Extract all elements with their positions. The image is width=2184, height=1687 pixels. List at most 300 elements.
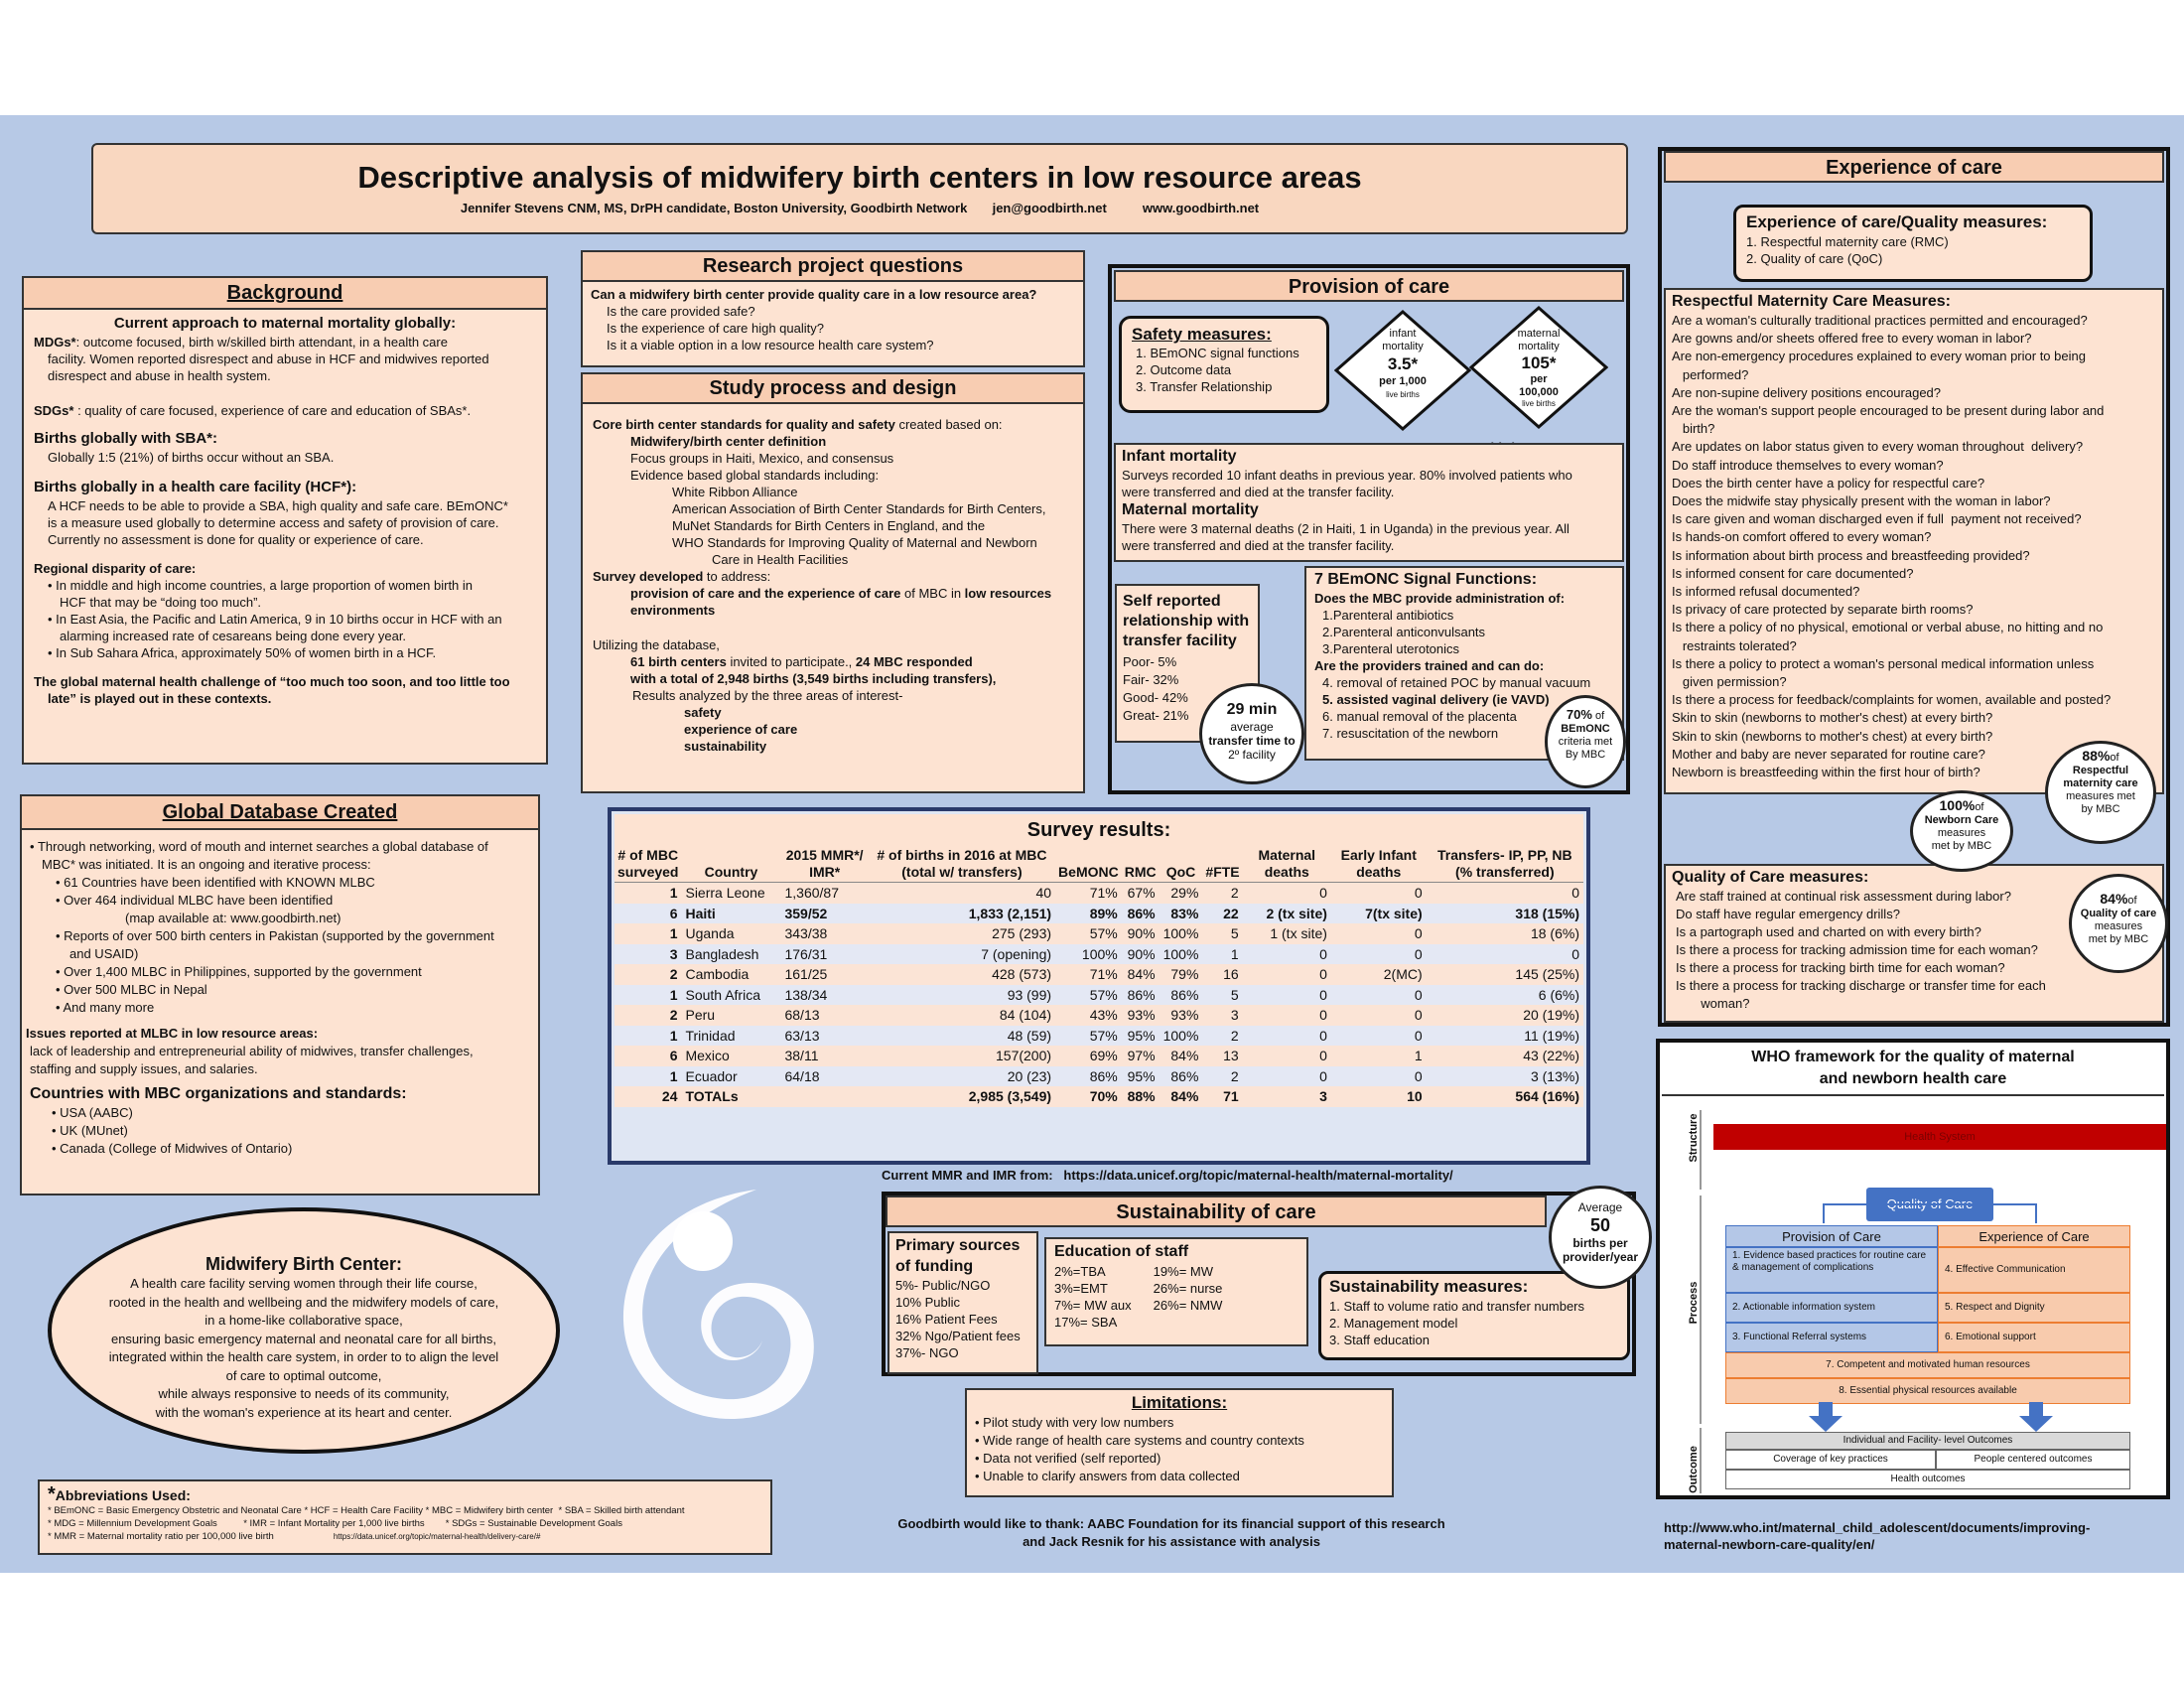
who-health-outcomes: Health outcomes xyxy=(1725,1470,2130,1489)
abbreviation-line: * BEmONC = Basic Emergency Obstetric and Neonatal Care * HCF = Health Care Facility * MBC = Midwifery birth center * SBA = Skilled birth attendant xyxy=(48,1505,685,1516)
global-db-sub: • 61 Countries have been identified with KNOWN MLBC xyxy=(30,874,530,892)
limitations-heading: Limitations: xyxy=(1131,1393,1228,1412)
who-url-line: maternal-newborn-care-quality/en/ xyxy=(1664,1537,1875,1552)
issues-text: staffing and supply issues, and salaries. xyxy=(30,1061,258,1076)
survey-row xyxy=(614,1026,1583,1047)
education-item: 19%= MW xyxy=(1153,1264,1213,1279)
rmc-measure: Is there a policy to protect a woman's personal medical information unless xyxy=(1672,655,2095,671)
survey-cell: 176/31 xyxy=(780,944,868,965)
average-value: 50 xyxy=(1589,1215,1611,1235)
rmc-measure: Is privacy of care protected by separate birth rooms? xyxy=(1672,602,1974,618)
study-line: 61 birth centers invited to participate., 24 MBC responded xyxy=(630,654,973,669)
newborn-100-l3: met by MBC xyxy=(1931,840,1992,852)
study-line: Midwifery/birth center definition xyxy=(630,434,827,449)
background-subhead: Current approach to maternal mortality globally: xyxy=(113,315,457,332)
rmc-measure: Does the midwife stay physically present with the woman in labor? xyxy=(1672,493,2051,509)
survey-cell: 5 xyxy=(1202,923,1242,944)
title-banner xyxy=(91,143,1628,234)
survey-cell: TOTALs xyxy=(681,1086,780,1107)
survey-cell: 2 xyxy=(1202,883,1242,904)
bemonc-l1: BEmONC xyxy=(1561,723,1610,735)
survey-cell: 86% xyxy=(1160,1066,1203,1087)
sustainability-measure: 1. Staff to volume ratio and transfer numbers xyxy=(1329,1299,1585,1314)
self-reported-item: Great- 21% xyxy=(1123,708,1189,723)
transfer-time-l3: 2º facility xyxy=(1228,748,1276,762)
survey-cell: 0 xyxy=(1331,1066,1427,1087)
rmc-measure: restraints tolerated? xyxy=(1672,637,1797,653)
survey-cell: 86% xyxy=(1122,985,1160,1006)
survey-cell: 138/34 xyxy=(780,985,868,1006)
survey-cell: 157(200) xyxy=(869,1046,1055,1066)
survey-cell: 0 xyxy=(1243,964,1331,985)
who-quality-box: Quality of Care xyxy=(1866,1188,1993,1221)
qoc-measure: Do staff have regular emergency drills? xyxy=(1676,907,1900,921)
who-coverage: Coverage of key practices xyxy=(1725,1450,1936,1470)
survey-cell: 100% xyxy=(1160,944,1203,965)
rmc-measure: Are updates on labor status given to every woman throughout delivery? xyxy=(1672,439,2084,455)
who-url-line: http://www.who.int/maternal_child_adolescent/documents/improving- xyxy=(1664,1520,2091,1535)
self-reported-heading-1: Self reported xyxy=(1123,593,1221,610)
survey-cell: 428 (573) xyxy=(869,964,1055,985)
safety-item: 1. BEmONC signal functions xyxy=(1136,346,1299,360)
survey-cell: Ecuador xyxy=(681,1066,780,1087)
rmc-measure: Newborn is breastfeeding within the first hour of birth? xyxy=(1672,765,1980,780)
research-main-question: Can a midwifery birth center provide quality care in a low resource area? xyxy=(591,287,1037,302)
survey-panel xyxy=(608,807,1590,1165)
survey-cell: 6 xyxy=(614,1046,681,1066)
survey-cell: 7(tx site) xyxy=(1331,904,1427,924)
survey-cell: 24 xyxy=(614,1086,681,1107)
survey-cell: 564 (16%) xyxy=(1427,1086,1583,1107)
survey-cell: 13 xyxy=(1202,1046,1242,1066)
qoc-measure: Is there a process for tracking discharge or transfer time for each xyxy=(1676,978,2046,993)
survey-cell: 1 xyxy=(614,923,681,944)
infant-diamond-l3: per 1,000 xyxy=(1379,375,1427,387)
global-db-map: (map available at: www.goodbirth.net) xyxy=(125,911,341,925)
safety-item: 2. Outcome data xyxy=(1136,362,1232,377)
survey-column-header: Country xyxy=(681,846,780,883)
maternal-diamond-l4: 100,000 xyxy=(1519,386,1559,398)
signal-item: 5. assisted vaginal delivery (ie VAVD) xyxy=(1322,692,1550,707)
rmc-measure: Does the birth center have a policy for respectful care? xyxy=(1672,475,1985,491)
issues-heading: Issues reported at MLBC in low resource areas: xyxy=(26,1026,319,1041)
survey-row xyxy=(614,964,1583,985)
survey-cell: Cambodia xyxy=(681,964,780,985)
who-item-8: 8. Essential physical resources available xyxy=(1725,1378,2130,1404)
regional-item: • In Sub Sahara Africa, approximately 50% of women birth in a HCF. xyxy=(34,644,536,661)
newborn-100-l2: measures xyxy=(1937,827,1986,839)
infant-diamond-l2: mortality xyxy=(1382,341,1424,352)
survey-cell: Haiti xyxy=(681,904,780,924)
survey-cell: 86% xyxy=(1122,904,1160,924)
qoc-measure: woman? xyxy=(1676,996,1750,1011)
survey-cell: 100% xyxy=(1160,1026,1203,1047)
thanks-line: and Jack Resnik for his assistance with analysis xyxy=(1023,1534,1320,1549)
funding-item: 10% Public xyxy=(895,1295,961,1310)
survey-cell: 43 (22%) xyxy=(1427,1046,1583,1066)
survey-cell: 1,833 (2,151) xyxy=(869,904,1055,924)
rmc-measure: given permission? xyxy=(1672,674,1787,690)
rmc-measure: performed? xyxy=(1672,366,1749,382)
abbreviation-line: * MDG = Millennium Development Goals * IMR = Infant Mortality per 1,000 live births * SDGs = Sustainable Development Goals xyxy=(48,1518,622,1529)
survey-cell: 1 xyxy=(614,1026,681,1047)
average-l2: births per xyxy=(1572,1236,1628,1250)
survey-cell: 10 xyxy=(1331,1086,1427,1107)
qoc-84-l2: measures xyxy=(2094,920,2143,932)
poster-title: Descriptive analysis of midwifery birth centers in low resource areas xyxy=(357,160,1362,195)
bemonc-circle xyxy=(1545,695,1626,788)
country-org: • UK (MUnet) xyxy=(30,1122,530,1140)
survey-column-header: Transfers- IP, PP, NB (% transferred) xyxy=(1427,846,1583,883)
survey-row xyxy=(614,883,1583,904)
survey-cell: 71 xyxy=(1202,1086,1242,1107)
self-reported-item: Poor- 5% xyxy=(1123,654,1177,669)
sustainability-measures-heading: Sustainability measures: xyxy=(1329,1277,1529,1296)
who-outcome-label: Outcome xyxy=(1688,1446,1700,1493)
abbreviations-heading: *Abbreviations Used: xyxy=(48,1483,191,1505)
regional-item-cont: alarming increased rate of cesareans being done every year. xyxy=(60,629,407,643)
survey-cell: 22 xyxy=(1202,904,1242,924)
survey-cell: 2(MC) xyxy=(1331,964,1427,985)
rmc-measure: birth? xyxy=(1672,421,1715,437)
survey-cell: 2 (tx site) xyxy=(1243,904,1331,924)
funding-box xyxy=(887,1231,1038,1374)
qoc-84-value-line: 84%of xyxy=(2100,891,2137,907)
self-reported-heading-3: transfer facility xyxy=(1123,633,1237,649)
who-process-label: Process xyxy=(1688,1281,1700,1325)
survey-cell: 64/18 xyxy=(780,1066,868,1087)
transfer-time-value: 29 min xyxy=(1226,701,1278,718)
mbc-line: with the woman's experience at its heart and center. xyxy=(155,1404,453,1420)
limitation-item: • Data not verified (self reported) xyxy=(975,1450,1384,1468)
survey-cell: 0 xyxy=(1243,883,1331,904)
maternal-diamond-value: 105* xyxy=(1521,353,1557,372)
bemonc-l3: By MBC xyxy=(1565,749,1606,761)
safety-item: 3. Transfer Relationship xyxy=(1136,379,1273,394)
signal-question-2: Are the providers trained and can do: xyxy=(1314,658,1545,673)
infant-mortality-text: were transferred and died at the transfer facility. xyxy=(1122,485,1395,499)
who-arrow-icon xyxy=(1809,1402,1843,1432)
background-panel xyxy=(22,276,548,765)
study-line: Care in Health Facilities xyxy=(712,552,849,567)
safety-heading: Safety measures: xyxy=(1132,325,1272,344)
survey-cell: 90% xyxy=(1122,923,1160,944)
average-l3: provider/year xyxy=(1562,1250,1639,1264)
survey-cell: 20 (23) xyxy=(869,1066,1055,1087)
study-line: Survey developed to address: xyxy=(593,569,771,584)
survey-cell: 95% xyxy=(1122,1026,1160,1047)
countries-heading: Countries with MBC organizations and standards: xyxy=(30,1085,407,1102)
who-health-system-bar: Health System xyxy=(1713,1124,2166,1150)
rmc-measure: Are non-supine delivery positions encouraged? xyxy=(1672,384,1942,400)
who-url xyxy=(1664,1519,2090,1553)
survey-cell: 0 xyxy=(1427,944,1583,965)
who-provision-item: 3. Functional Referral systems xyxy=(1725,1323,1938,1352)
average-births-circle xyxy=(1549,1186,1652,1289)
issues-text: lack of leadership and entrepreneurial ability of midwives, transfer challenges, xyxy=(30,1044,474,1058)
survey-column-header: QoC xyxy=(1160,846,1203,883)
research-heading: Research project questions xyxy=(583,252,1083,282)
survey-cell: 1 xyxy=(1202,944,1242,965)
quality-measure-item: 2. Quality of care (QoC) xyxy=(1746,251,1883,266)
bemonc-l2: criteria met xyxy=(1558,736,1613,748)
survey-cell: 2,985 (3,549) xyxy=(869,1086,1055,1107)
sba-text: Globally 1:5 (21%) of births occur without an SBA. xyxy=(48,450,335,465)
study-line: White Ribbon Alliance xyxy=(672,485,798,499)
survey-cell: Peru xyxy=(681,1005,780,1026)
survey-cell: 0 xyxy=(1331,923,1427,944)
qoc-84-l1: Quality of care xyxy=(2080,908,2157,919)
limitation-item: • Pilot study with very low numbers xyxy=(975,1414,1384,1432)
maternal-diamond-text xyxy=(1499,328,1578,408)
abbreviations-panel xyxy=(38,1479,772,1555)
who-people-centered: People centered outcomes xyxy=(1936,1450,2130,1470)
poster-authors: Jennifer Stevens CNM, MS, DrPH candidate, Boston University, Goodbirth Network jen@goodbirth.net www.goodbirth.net xyxy=(460,201,1260,215)
who-provision-item: 1. Evidence based practices for routine care & management of complications xyxy=(1725,1247,1938,1293)
rmc-measure: Skin to skin (newborns to mother's chest) at every birth? xyxy=(1672,728,1993,744)
mdgs-line-3: disrespect and abuse in health system. xyxy=(48,368,271,383)
newborn-100-circle xyxy=(1910,790,2013,872)
study-line: Evidence based global standards including: xyxy=(630,468,880,483)
survey-cell: 68/13 xyxy=(780,1005,868,1026)
survey-row xyxy=(614,944,1583,965)
who-arrow-icon xyxy=(2019,1402,2053,1432)
survey-table xyxy=(614,846,1583,1107)
mdgs-line-2: facility. Women reported disrespect and abuse in HCF and midwives reported xyxy=(48,351,489,366)
study-heading: Study process and design xyxy=(583,374,1083,404)
hcf-text-2: is a measure used globally to determine access and safety of provision of care. xyxy=(48,515,499,530)
funding-item: 5%- Public/NGO xyxy=(895,1278,991,1293)
survey-column-header: Early Infant deaths xyxy=(1331,846,1427,883)
rmc-measure: Is care given and woman discharged even if full payment not received? xyxy=(1672,511,2082,527)
survey-cell: 0 xyxy=(1243,1026,1331,1047)
study-panel xyxy=(581,372,1085,793)
rmc-88-l1: Respectful xyxy=(2072,765,2129,776)
survey-cell: 343/38 xyxy=(780,923,868,944)
survey-cell: 83% xyxy=(1160,904,1203,924)
global-db-sub: • Over 500 MLBC in Nepal xyxy=(30,981,530,999)
survey-cell: 16 xyxy=(1202,964,1242,985)
education-heading: Education of staff xyxy=(1054,1243,1189,1260)
sdgs-line: SDGs* : quality of care focused, experience of care and education of SBAs*. xyxy=(34,403,472,418)
survey-cell: 0 xyxy=(1243,1066,1331,1087)
survey-cell: 0 xyxy=(1243,944,1331,965)
survey-cell: 2 xyxy=(1202,1026,1242,1047)
global-db-heading: Global Database Created xyxy=(22,796,538,830)
survey-cell: 0 xyxy=(1331,1026,1427,1047)
survey-cell: 18 (6%) xyxy=(1427,923,1583,944)
survey-cell: 100% xyxy=(1055,944,1122,965)
survey-cell: 69% xyxy=(1055,1046,1122,1066)
survey-cell: 84% xyxy=(1160,1046,1203,1066)
infant-diamond-l4: live births xyxy=(1386,390,1420,399)
who-experience-head: Experience of Care xyxy=(1938,1225,2130,1247)
who-heading xyxy=(1662,1043,2164,1096)
survey-cell: 161/25 xyxy=(780,964,868,985)
who-bracket xyxy=(1823,1203,2037,1223)
rmc-measure: Skin to skin (newborns to mother's chest) at every birth? xyxy=(1672,710,1993,726)
survey-cell: 40 xyxy=(869,883,1055,904)
sustainability-measure: 2. Management model xyxy=(1329,1316,1458,1331)
study-line: Focus groups in Haiti, Mexico, and consensus xyxy=(630,451,894,466)
transfer-time-l2: transfer time to xyxy=(1208,734,1296,748)
provision-heading: Provision of care xyxy=(1114,270,1624,302)
mdgs-line-1: MDGs*: outcome focused, birth w/skilled birth attendant, in a health care xyxy=(34,335,448,350)
rmc-measure: Are a woman's culturally traditional practices permitted and encouraged? xyxy=(1672,313,2088,328)
hcf-text-1: A HCF needs to be able to provide a SBA, high quality and safe care. BEmONC* xyxy=(48,498,508,513)
funding-item: 16% Patient Fees xyxy=(895,1312,998,1327)
infant-mortality-heading: Infant mortality xyxy=(1122,448,1237,465)
who-heading-1: WHO framework for the quality of maternal xyxy=(1751,1049,2075,1065)
survey-cell: 0 xyxy=(1331,944,1427,965)
funding-heading: Primary sources of funding xyxy=(895,1237,1021,1275)
survey-cell: 57% xyxy=(1055,1026,1122,1047)
challenge-line-1: The global maternal health challenge of “too much too soon, and too little too xyxy=(34,674,510,689)
survey-cell: 95% xyxy=(1122,1066,1160,1087)
study-area: experience of care xyxy=(684,722,798,737)
rmc-measure: Are gowns and/or sheets offered free to every woman in labor? xyxy=(1672,331,2032,347)
survey-cell: 90% xyxy=(1122,944,1160,965)
survey-cell: 63/13 xyxy=(780,1026,868,1047)
abbreviation-line: * MMR = Maternal mortality ratio per 100,000 live birth https://data.unicef.org/topic/maternal-health/delivery-care/# xyxy=(48,1531,541,1542)
global-db-sub: • And many more xyxy=(30,999,530,1017)
signal-question: Does the MBC provide administration of: xyxy=(1314,591,1566,606)
qoc-84-circle xyxy=(2069,874,2168,973)
self-reported-item: Good- 42% xyxy=(1123,690,1188,705)
survey-column-header: BeMONC xyxy=(1055,846,1122,883)
funding-item: 37%- NGO xyxy=(895,1345,959,1360)
survey-cell xyxy=(780,1086,868,1107)
rmc-88-circle xyxy=(2045,741,2156,844)
limitation-item: • Wide range of health care systems and country contexts xyxy=(975,1432,1384,1450)
survey-cell: 2 xyxy=(614,1005,681,1026)
rmc-measure: Is informed refusal documented? xyxy=(1672,584,1860,600)
background-heading: Background xyxy=(24,278,546,310)
survey-cell: 6 xyxy=(614,904,681,924)
survey-row xyxy=(614,923,1583,944)
survey-cell: South Africa xyxy=(681,985,780,1006)
maternal-diamond-l3: per xyxy=(1530,373,1548,385)
research-panel xyxy=(581,250,1085,367)
study-line: Core birth center standards for quality and safety created based on: xyxy=(593,417,1003,432)
survey-cell: 0 xyxy=(1331,1005,1427,1026)
education-box xyxy=(1044,1237,1308,1346)
global-db-sub: • Reports of over 500 birth centers in Pakistan (supported by the government xyxy=(30,927,530,945)
infant-diamond-l1: infant xyxy=(1389,328,1417,340)
goodbirth-logo-icon xyxy=(608,1182,824,1430)
study-line: WHO Standards for Improving Quality of Maternal and Newborn xyxy=(672,535,1037,550)
survey-cell: 84% xyxy=(1122,964,1160,985)
who-divider xyxy=(1700,1110,1702,1190)
transfer-time-l1: average xyxy=(1230,720,1274,734)
survey-column-header: #FTE xyxy=(1202,846,1242,883)
mbc-line: integrated within the health care system, in order to to align the level xyxy=(108,1349,499,1364)
global-db-panel xyxy=(20,794,540,1195)
signal-item: 3.Parenteral uterotonics xyxy=(1322,641,1460,656)
global-db-sub: • Over 464 individual MLBC have been identified xyxy=(30,892,530,910)
qoc-measure: Are staff trained at continual risk assessment during labor? xyxy=(1676,889,2011,904)
survey-cell: 6 (6%) xyxy=(1427,985,1583,1006)
mbc-line: in a home-like collaborative space, xyxy=(205,1313,403,1328)
qoc-measure: Is there a process for tracking admission time for each woman? xyxy=(1676,942,2038,957)
who-experience-item: 5. Respect and Dignity xyxy=(1938,1293,2130,1323)
research-question: Is it a viable option in a low resource health care system? xyxy=(607,338,934,352)
mbc-line: ensuring basic emergency maternal and neonatal care for all births, xyxy=(110,1331,497,1346)
study-area: safety xyxy=(684,705,722,720)
signal-heading: 7 BEmONC Signal Functions: xyxy=(1314,571,1538,588)
survey-row xyxy=(614,904,1583,924)
survey-cell: 88% xyxy=(1122,1086,1160,1107)
survey-cell: 43% xyxy=(1055,1005,1122,1026)
survey-column-header: RMC xyxy=(1122,846,1160,883)
survey-cell: 318 (15%) xyxy=(1427,904,1583,924)
survey-cell: 3 (13%) xyxy=(1427,1066,1583,1087)
survey-cell: 5 xyxy=(1202,985,1242,1006)
study-line: with a total of 2,948 births (3,549 births including transfers), xyxy=(630,671,997,686)
survey-cell: 1 xyxy=(1331,1046,1427,1066)
survey-cell: 2 xyxy=(614,964,681,985)
mbc-heading: Midwifery Birth Center: xyxy=(205,1254,403,1274)
study-line: MuNet Standards for Birth Centers in England, and the xyxy=(672,518,986,533)
survey-cell: 97% xyxy=(1122,1046,1160,1066)
global-db-text: MBC* was initiated. It is an ongoing and iterative process: xyxy=(42,857,371,872)
rmc-measure: Do staff introduce themselves to every woman? xyxy=(1672,457,1944,473)
survey-cell: 84 (104) xyxy=(869,1005,1055,1026)
who-provision-item: 2. Actionable information system xyxy=(1725,1293,1938,1323)
infant-diamond-value: 3.5* xyxy=(1387,354,1419,373)
regional-item-cont: HCF that may be “doing too much”. xyxy=(60,595,262,610)
survey-cell: 1 (tx site) xyxy=(1243,923,1331,944)
study-line: provision of care and the experience of care of MBC in low resources xyxy=(630,586,1052,601)
limitation-item: • Unable to clarify answers from data collected xyxy=(975,1468,1384,1485)
signal-item: 1.Parenteral antibiotics xyxy=(1322,608,1454,623)
who-experience-item: 4. Effective Communication xyxy=(1938,1247,2130,1293)
infant-mortality-text: Surveys recorded 10 infant deaths in previous year. 80% involved patients who xyxy=(1122,468,1572,483)
survey-cell: 0 xyxy=(1243,985,1331,1006)
survey-cell: 0 xyxy=(1243,1005,1331,1026)
rmc-measure: Is information about birth process and breastfeeding provided? xyxy=(1672,547,2030,563)
survey-cell: 29% xyxy=(1160,883,1203,904)
survey-cell: 275 (293) xyxy=(869,923,1055,944)
global-db-text: • Through networking, word of mouth and internet searches a global database of xyxy=(30,838,530,856)
funding-item: 32% Ngo/Patient fees xyxy=(895,1329,1021,1343)
survey-cell: 1 xyxy=(614,985,681,1006)
maternal-mortality-text: There were 3 maternal deaths (2 in Haiti, 1 in Uganda) in the previous year. All xyxy=(1122,521,1570,536)
country-org: • USA (AABC) xyxy=(30,1104,530,1122)
mortality-box xyxy=(1114,443,1624,562)
survey-cell: 3 xyxy=(1202,1005,1242,1026)
survey-row xyxy=(614,1005,1583,1026)
regional-item: • In East Asia, the Pacific and Latin America, 9 in 10 births occur in HCF with an xyxy=(34,611,536,628)
rmc-88-value-line: 88%of xyxy=(2082,748,2119,764)
study-line: American Association of Birth Center Standards for Birth Centers, xyxy=(672,501,1046,516)
who-heading-2: and newborn health care xyxy=(1819,1070,2007,1087)
thanks-line: Goodbirth would like to thank: AABC Foundation for its financial support of this research xyxy=(897,1516,1445,1531)
survey-cell: 89% xyxy=(1055,904,1122,924)
survey-row xyxy=(614,1066,1583,1087)
rmc-88-l4: by MBC xyxy=(2081,803,2120,815)
rmc-box xyxy=(1664,288,2164,794)
signal-item: 4. removal of retained POC by manual vacuum xyxy=(1322,675,1591,690)
rmc-measure: Mother and baby are never separated for routine care? xyxy=(1672,746,1985,762)
rmc-measure: Is hands-on comfort offered to every woman? xyxy=(1672,529,1932,545)
survey-cell: Sierra Leone xyxy=(681,883,780,904)
survey-cell: 3 xyxy=(614,944,681,965)
survey-cell: 0 xyxy=(1427,883,1583,904)
signal-item: 7. resuscitation of the newborn xyxy=(1322,726,1499,741)
survey-cell: 11 (19%) xyxy=(1427,1026,1583,1047)
survey-cell: 1 xyxy=(614,883,681,904)
